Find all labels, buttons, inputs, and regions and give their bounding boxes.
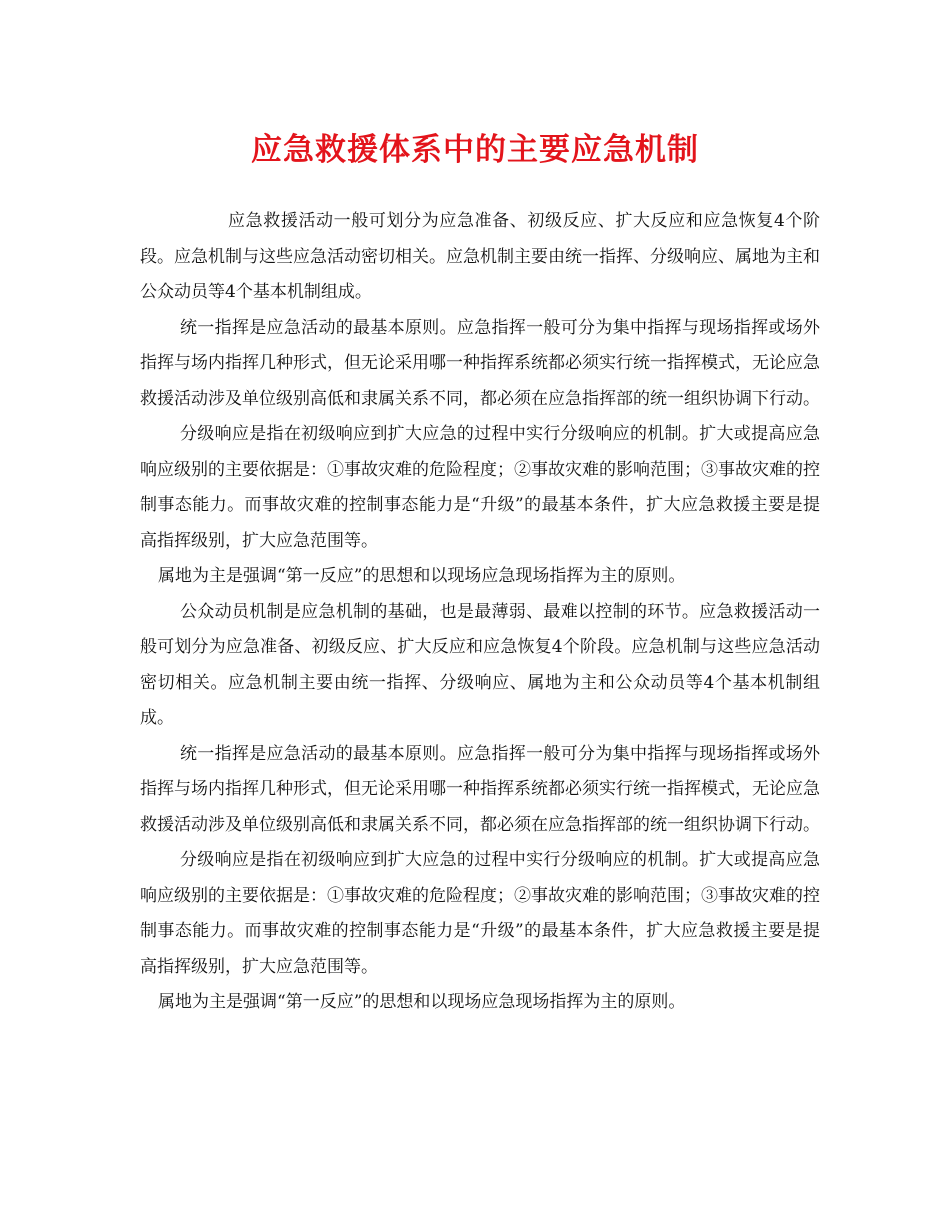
paragraph-stages: 应急救援活动一般可划分为应急准备、初级反应、扩大反应和应急恢复4个阶段。应急机制与这些应急活动密切相关。应急机制主要由统一指挥、分级响应、属地为主和公众动员等4个基本机制组成。: [140, 211, 820, 302]
document-title: 应急救援体系中的主要应急机制: [251, 132, 699, 168]
paragraph-graded-response: 分级响应是指在初级响应到扩大应急的过程中实行分级响应的机制。扩大或提高应急响应级别的主要依据是：①事故灾难的危险程度；②事故灾难的影响范围；③事故灾难的控制事态能力。而事故灾难的控制事态能力是“升级”的最基本条件，扩大应急救援主要是提高指挥级别，扩大应急范围等。: [140, 424, 820, 551]
document-body: [140, 204, 820, 1021]
paragraph-unified-command-repeat: 统一指挥是应急活动的最基本原则。应急指挥一般可分为集中指挥与现场指挥或场外指挥与场内指挥几种形式，但无论采用哪一种指挥系统都必须实行统一指挥模式，无论应急救援活动涉及单位级别高低和隶属关系不同，都必须在应急指挥部的统一组织协调下行动。: [140, 743, 820, 835]
paragraph-unified-command: 统一指挥是应急活动的最基本原则。应急指挥一般可分为集中指挥与现场指挥或场外指挥与场内指挥几种形式，但无论采用哪一种指挥系统都必须实行统一指挥模式，无论应急救援活动涉及单位级别高低和隶属关系不同，都必须在应急指挥部的统一组织协调下行动。: [140, 317, 820, 409]
paragraph-public-mobilization: 公众动员机制是应急机制的基础，也是最薄弱、最难以控制的环节。应急救援活动一般可划分为应急准备、初级反应、扩大反应和应急恢复4个阶段。应急机制与这些应急活动密切相关。应急机制主要由统一指挥、分级响应、属地为主和公众动员等4个基本机制组成。: [140, 601, 820, 728]
paragraph-graded-response-repeat: 分级响应是指在初级响应到扩大应急的过程中实行分级响应的机制。扩大或提高应急响应级别的主要依据是：①事故灾难的危险程度；②事故灾难的影响范围；③事故灾难的控制事态能力。而事故灾难的控制事态能力是“升级”的最基本条件，扩大应急救援主要是提高指挥级别，扩大应急范围等。: [140, 850, 820, 977]
paragraph-territorial: 属地为主是强调“第一反应”的思想和以现场应急现场指挥为主的原则。: [158, 566, 686, 586]
paragraph-territorial-repeat: 属地为主是强调“第一反应”的思想和以现场应急现场指挥为主的原则。: [158, 992, 686, 1012]
